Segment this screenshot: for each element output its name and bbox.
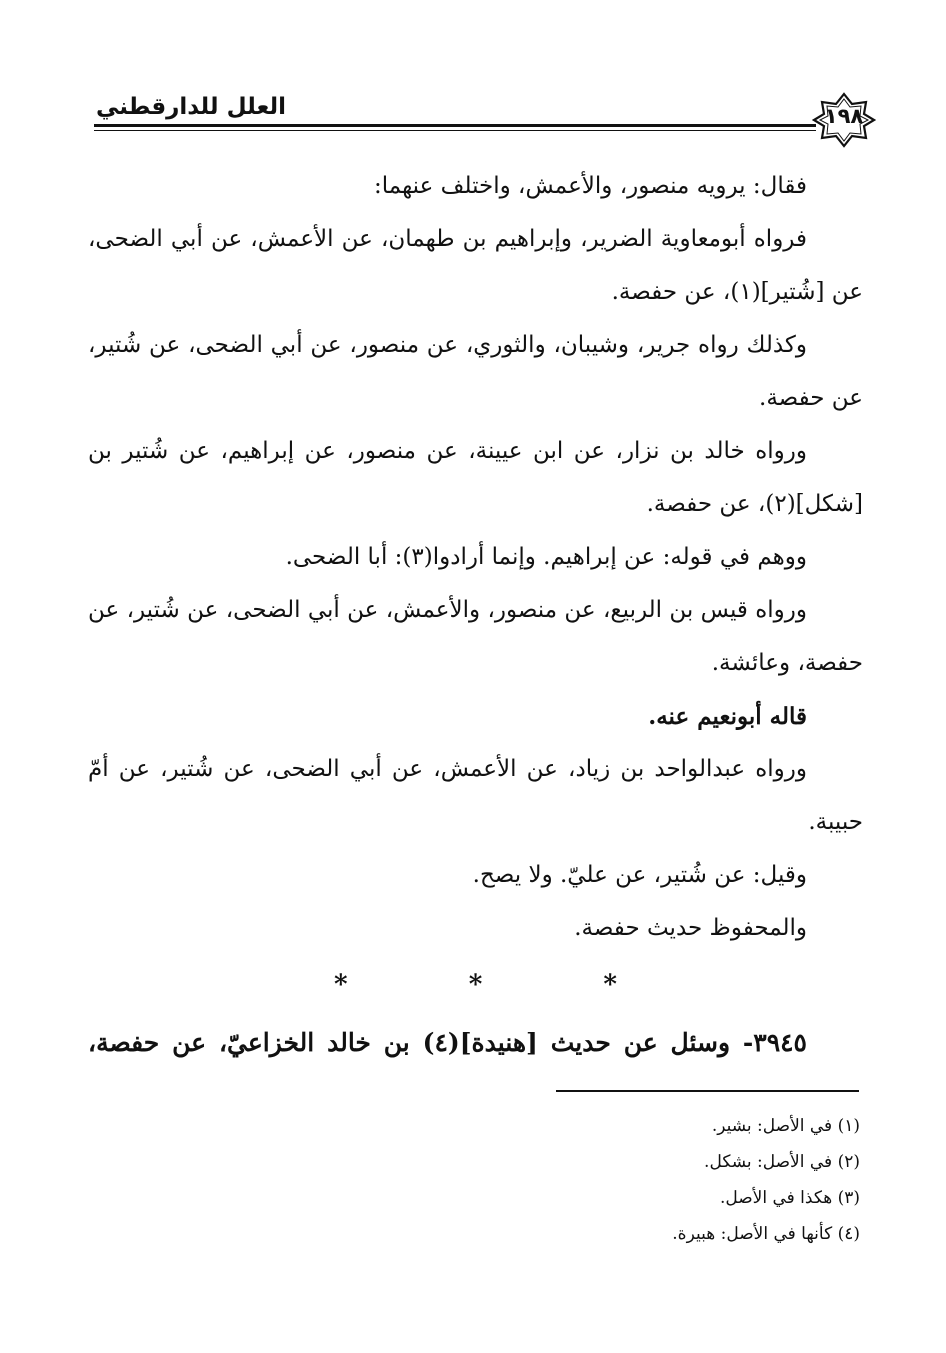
footnote: (٤) كأنها في الأصل: هبيرة. xyxy=(672,1224,860,1244)
paragraph: والمحفوظ حديث حفصة. xyxy=(574,915,807,941)
header-rule-thin xyxy=(94,130,816,131)
paragraph: فقال: يرويه منصور، والأعمش، واختلف عنهما: xyxy=(374,173,807,199)
section-separator: * * * xyxy=(334,970,673,1000)
header-rule-thick xyxy=(94,124,816,127)
footnote: (١) في الأصل: بشير. xyxy=(711,1116,860,1136)
paragraph: وكذلك رواه جرير، وشيبان، والثوري، عن منصور، عن أبي الضحى، عن شُتير، عن حفصة. xyxy=(88,332,863,411)
paragraph: ورواه عبدالواحد بن زياد، عن الأعمش، عن أبي الضحى، عن شُتير، عن أمّ حبيبة. xyxy=(88,756,863,835)
footnote-rule xyxy=(556,1090,859,1092)
footnote: (٣) هكذا في الأصل. xyxy=(719,1188,860,1208)
footnote: (٢) في الأصل: بشكل. xyxy=(704,1152,860,1172)
paragraph: فرواه أبومعاوية الضرير، وإبراهيم بن طهمان، عن الأعمش، عن أبي الضحى، عن [شُتير](١)، عن حفصة. xyxy=(88,226,863,305)
paragraph: وقيل: عن شُتير، عن عليّ. ولا يصح. xyxy=(472,862,807,888)
entry-heading: ٣٩٤٥- وسئل عن حديث [هنيدة](٤) بن خالد الخزاعيّ، عن حفصة، xyxy=(88,1028,807,1057)
running-title: العلل للدارقطني xyxy=(96,94,286,120)
paragraph: ورواه خالد بن نزار، عن ابن عيينة، عن منصور، عن إبراهيم، عن شُتير بن [شكل](٢)، عن حفصة. xyxy=(88,438,863,517)
footnotes xyxy=(560,1108,860,1252)
paragraph: قاله أبونعيم عنه. xyxy=(648,703,807,730)
page-number: ١٩٨ xyxy=(824,104,864,128)
paragraph: ورواه قيس بن الربيع، عن منصور، والأعمش، عن أبي الضحى، عن شُتير، عن حفصة، وعائشة. xyxy=(88,597,863,676)
paragraph: ووهم في قوله: عن إبراهيم. وإنما أرادوا(٣): أبا الضحى. xyxy=(285,544,807,570)
main-text xyxy=(88,160,863,1069)
